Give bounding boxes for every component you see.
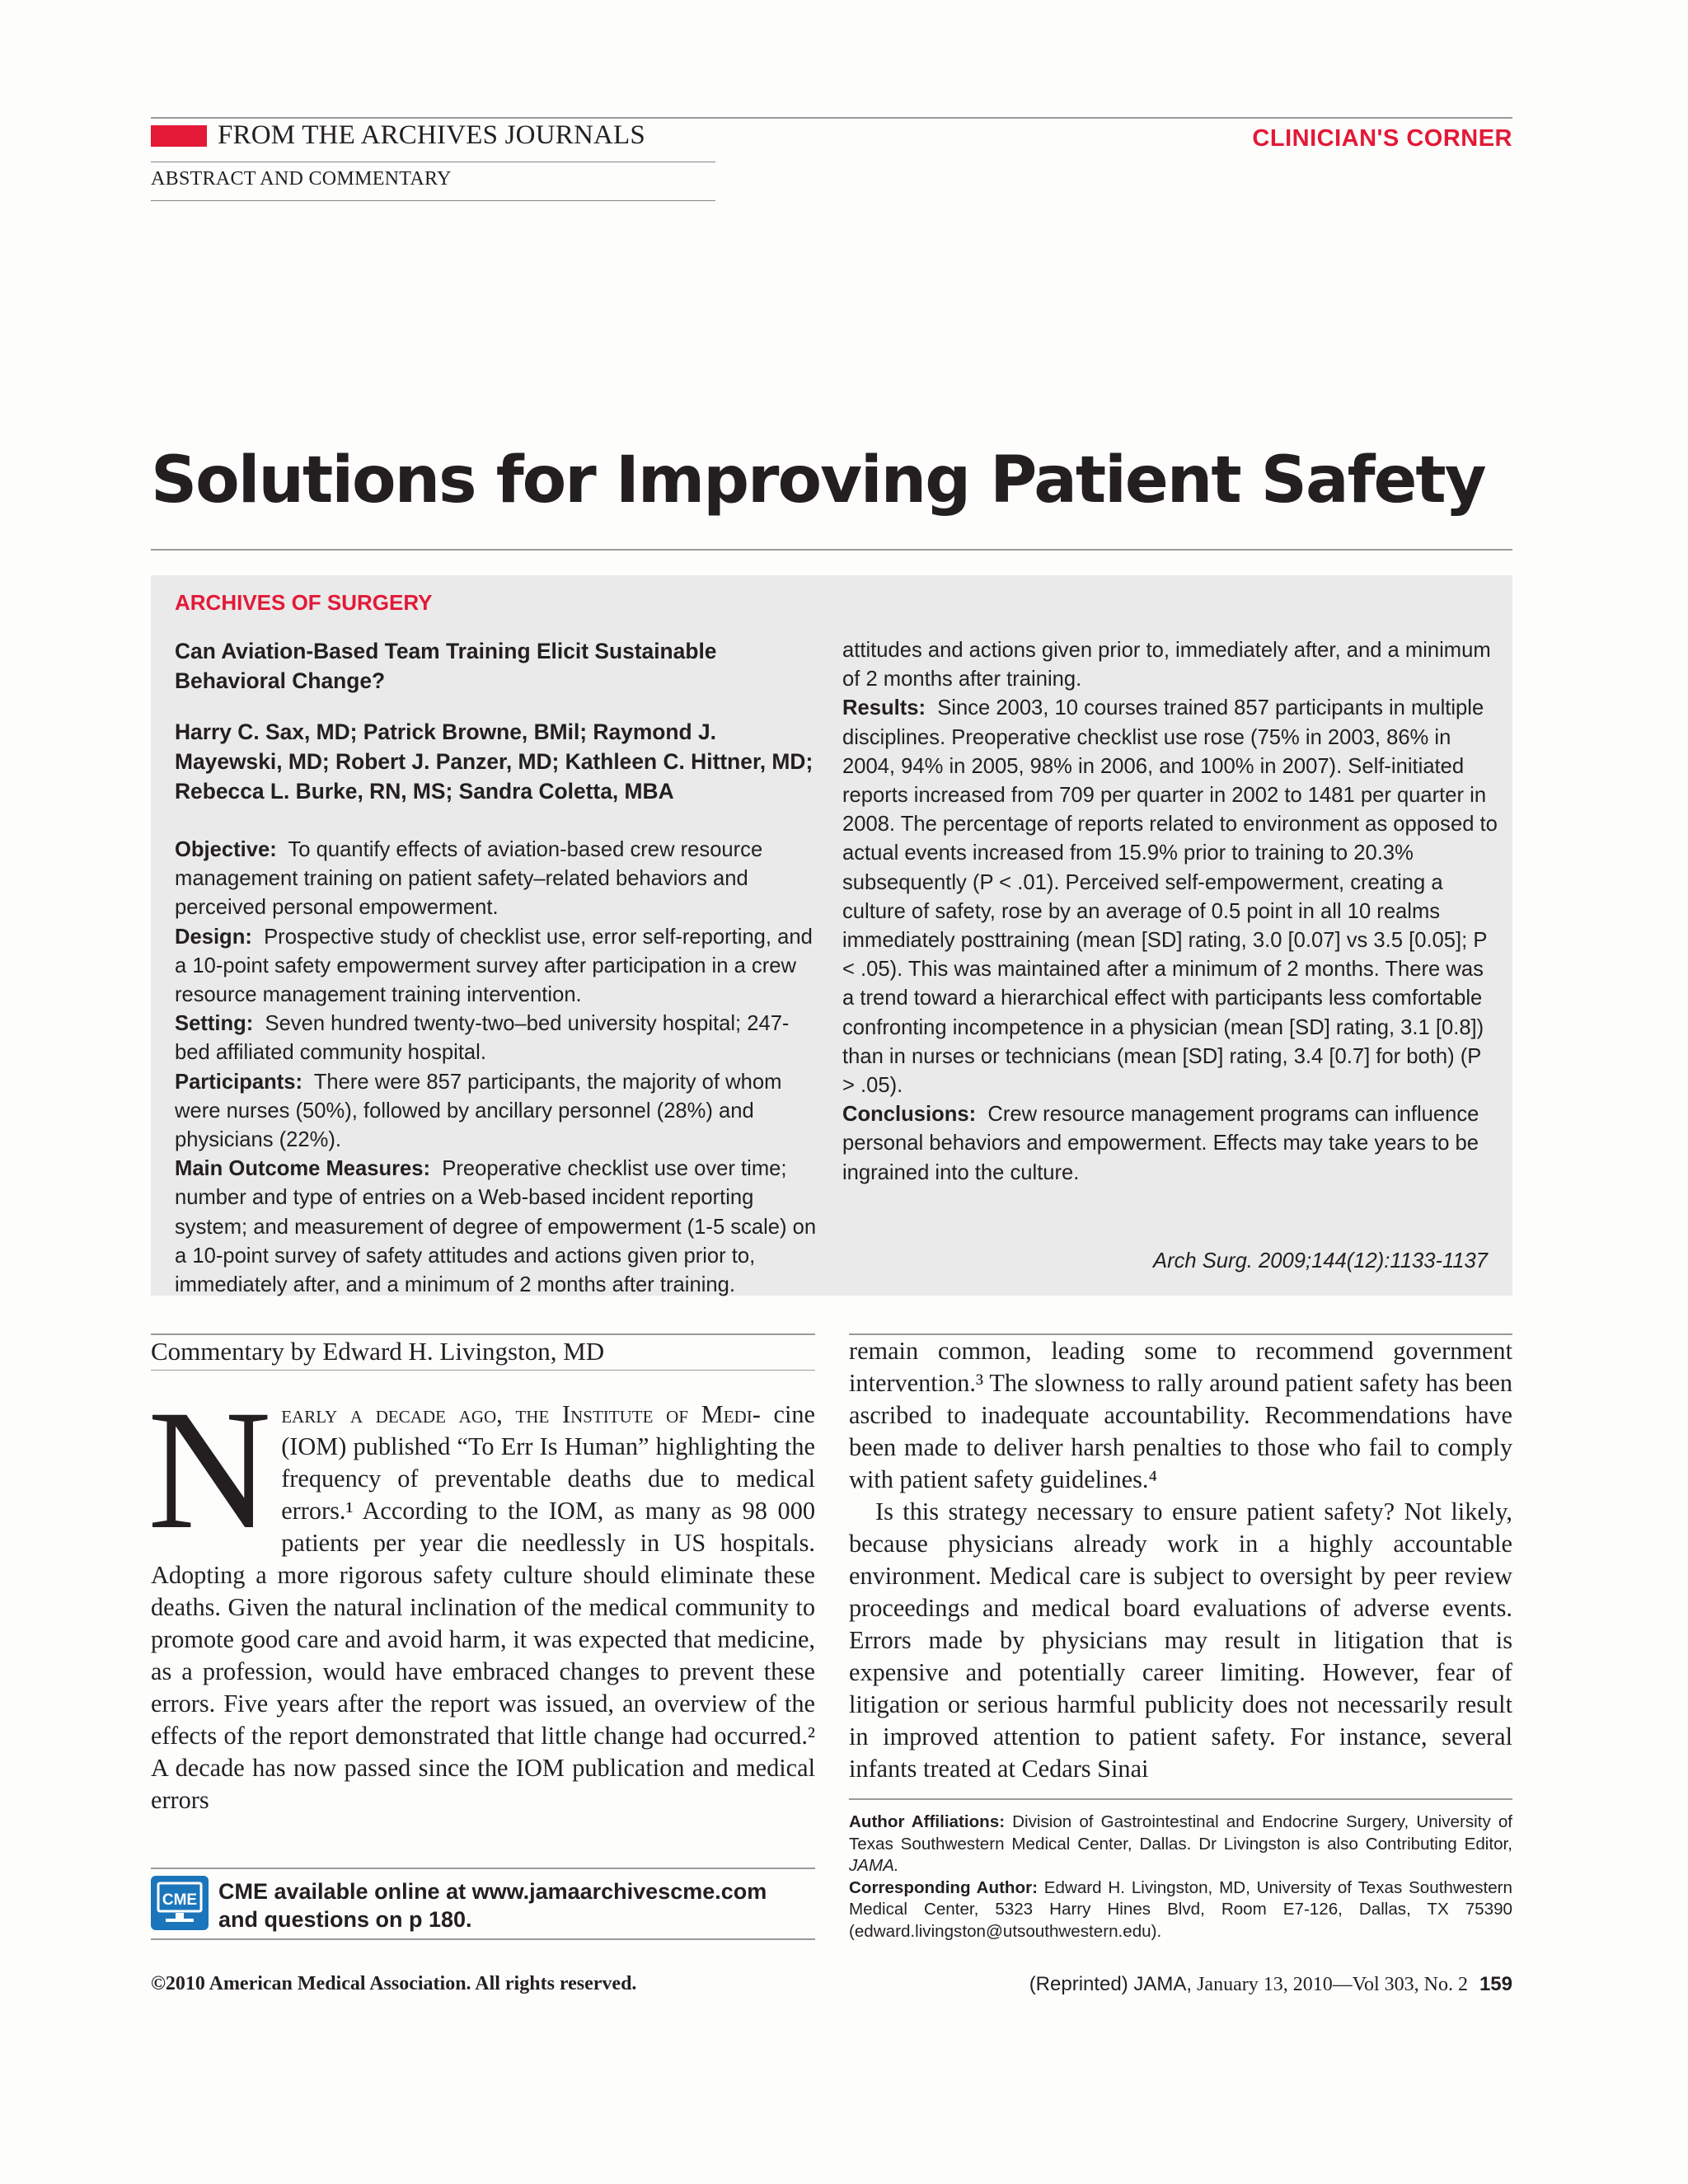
measures-label: Main Outcome Measures: [175, 1157, 431, 1181]
results-text: Since 2003, 10 courses trained 857 participants in multiple disciplines. Preoperative checklist use rose (75% in 2003, 86% in 2004, 94% in 2005, 98% in 2006, and 100% in 2007). Self-initiated reports increased from 709 per quarter in 2002 to 1481 per quarter in 2008. The percentage of reports related to environment as opposed to actual events increased from 15.9% prior to training to 20.3% subsequently (P < .01). Perceived self-empowerment, creating a culture of safety, rose by an average of 0.5 point in all 10 realms immediately posttraining (mean [SD] rating, 3.0 [0.07] vs 3.5 [0.05]; P < .05). This was maintained after a minimum of 2 months. There was a trend toward a hierarchical effect with participants less comfortable confronting incompetence in a physician (mean [SD] rating, 3.1 [0.8]) than in nurses or technicians (mean [SD] rating, 3.4 [0.7] for both) (P > .05). [842, 696, 1498, 1098]
setting-section [175, 1010, 819, 1067]
measures-section [175, 1155, 819, 1297]
abstract-left-column [175, 636, 819, 1297]
commentary-right-column [849, 1335, 1512, 1785]
commentary-paragraph-1 [148, 1375, 816, 1816]
cme-rule-top [151, 1868, 815, 1869]
cme-monitor-icon [151, 1876, 209, 1930]
abstract-right-column [842, 636, 1498, 1188]
journal-section-label: FROM THE ARCHIVES JOURNALS [218, 120, 645, 150]
commentary-byline: Commentary by Edward H. Livingston, MD [151, 1337, 605, 1366]
corresponding-label: Corresponding Author: [849, 1877, 1038, 1897]
cme-icon-label: CME [162, 1891, 198, 1909]
results-section [842, 694, 1498, 1100]
participants-section [175, 1068, 819, 1155]
commentary-left-column [148, 1375, 816, 1816]
conclusions-section [842, 1100, 1498, 1188]
setting-text: Seven hundred twenty-two–bed university hospital; 247-bed affiliated community hospital. [175, 1012, 790, 1065]
affiliation-text: Division of Gastrointestinal and Endocrine Surgery, University of Texas Southwestern Medical Center, Dallas. Dr Livingston is also Contributing Editor, [849, 1812, 1512, 1854]
measures-continued: attitudes and actions given prior to, immediately after, and a minimum of 2 months after training. [842, 639, 1491, 691]
lead-in: early a decade ago, the Institute of Medi- [281, 1400, 761, 1428]
objective-label: Objective: [175, 838, 277, 861]
setting-label: Setting: [175, 1012, 254, 1036]
section-color-bar [151, 125, 207, 147]
objective-text: To quantify effects of aviation-based crew resource management training on patient safety–related behaviors and perceived personal empowerment. [175, 838, 763, 920]
footer-citation [1029, 1973, 1512, 1996]
design-label: Design: [175, 925, 252, 949]
abstract-journal: ARCHIVES OF SURGERY [175, 590, 433, 615]
participants-text: There were 857 participants, the majority of whom were nurses (50%), followed by ancillary personnel (28%) and physicians (22%). [175, 1070, 782, 1152]
byline-rule [151, 1370, 815, 1371]
copyright: ©2010 American Medical Association. All rights reserved. [151, 1973, 637, 1994]
cme-notice [218, 1877, 767, 1933]
abstract-authors: Harry C. Sax, MD; Patrick Browne, BMil; Raymond J. Mayewski, MD; Robert J. Panzer, MD; Kathleen C. Hittner, MD; Rebecca L. Burke, RN, MS; Sandra Coletta, MBA [175, 719, 814, 804]
affiliation-label: Author Affiliations: [849, 1812, 1006, 1831]
title-rule [151, 549, 1512, 551]
conclusions-text: Crew resource management programs can influence personal behaviors and empowerment. Effects may take years to be ingrained into the culture. [842, 1103, 1479, 1184]
footer-date: January 13, 2010—Vol 303, No. 2 [1197, 1974, 1468, 1995]
sub-section-label: ABSTRACT AND COMMENTARY [151, 168, 452, 190]
design-section [175, 923, 819, 1010]
affiliation-journal: JAMA. [849, 1856, 899, 1875]
page-number: 159 [1479, 1973, 1512, 1995]
results-label: Results: [842, 696, 926, 720]
abstract-title: Can Aviation-Based Team Training Elicit Sustainable Behavioral Change? [175, 639, 717, 693]
paragraph-1-continued: remain common, leading some to recommend government intervention.³ The slowness to rally around patient safety has been ascribed to inadequate accountability. Recommendations have been made to deliver harsh penalties to those who fail to comply with patient safety guidelines.⁴ [849, 1337, 1512, 1493]
header-rule-bottom [151, 200, 715, 201]
cme-rule-bottom [151, 1938, 815, 1940]
affiliations-rule [849, 1798, 1512, 1800]
affiliation-line [849, 1811, 1512, 1877]
section-badge: CLINICIAN'S CORNER [1252, 125, 1512, 152]
top-rule [151, 117, 1512, 119]
conclusions-label: Conclusions: [842, 1103, 977, 1127]
page-title: Solutions for Improving Patient Safety [151, 443, 1485, 518]
corresponding-author [849, 1877, 1512, 1943]
commentary-paragraph-2: Is this strategy necessary to ensure patient safety? Not likely, because physicians already work in a highly accountable environment. Medical care is subject to oversight by peer review proceedings and medical board evaluations of adverse events. Errors made by physicians may result in litigation that is expensive and potentially career limiting. However, fear of litigation or serious harmful publicity does not necessarily result in improved attention to patient safety. For instance, several infants treated at Cedars Sinai [849, 1497, 1512, 1783]
cme-line-2: and questions on p 180. [218, 1907, 472, 1932]
corresponding-text: Edward H. Livingston, MD, University of Texas Southwestern Medical Center, 5323 Harry Hines Blvd, Room E7-126, Dallas, TX 75390 (edward.livingston@utsouthwestern.edu). [849, 1877, 1512, 1941]
cme-line-1: CME available online at www.jamaarchivescme.com [218, 1879, 767, 1904]
paragraph-1-text: cine (IOM) published “To Err Is Human” highlighting the frequency of preventable deaths due to medical errors.¹ According to the IOM, as many as 98 000 patients per year die needlessly in US hospitals. Adopting a more rigorous safety culture should eliminate these deaths. Given the natural inclination of the medical community to promote good care and avoid harm, it was expected that medicine, as a profession, would have embraced changes to prevent these errors. Five years after the report was issued, an overview of the effects of the report demonstrated that little change had occurred.² A decade has now passed since the IOM publication and medical errors [151, 1400, 816, 1814]
commentary-rule [151, 1333, 815, 1335]
drop-cap: N [148, 1375, 272, 1564]
objective-section [175, 836, 819, 923]
design-text: Prospective study of checklist use, error self-reporting, and a 10-point safety empowerment survey after participation in a crew resource management training intervention. [175, 925, 813, 1007]
measures-text: Preoperative checklist use over time; number and type of entries on a Web-based incident reporting system; and measurement of degree of empowerment (1-5 scale) on a 10-point survey of safety attitudes and actions given prior to, immediately after, and a minimum of 2 months after training. [175, 1157, 817, 1297]
abstract-citation: Arch Surg. 2009;144(12):1133-1137 [1153, 1249, 1488, 1272]
participants-label: Participants: [175, 1070, 303, 1094]
author-affiliations [849, 1811, 1512, 1943]
footer-reprint: (Reprinted) JAMA, [1029, 1973, 1193, 1995]
